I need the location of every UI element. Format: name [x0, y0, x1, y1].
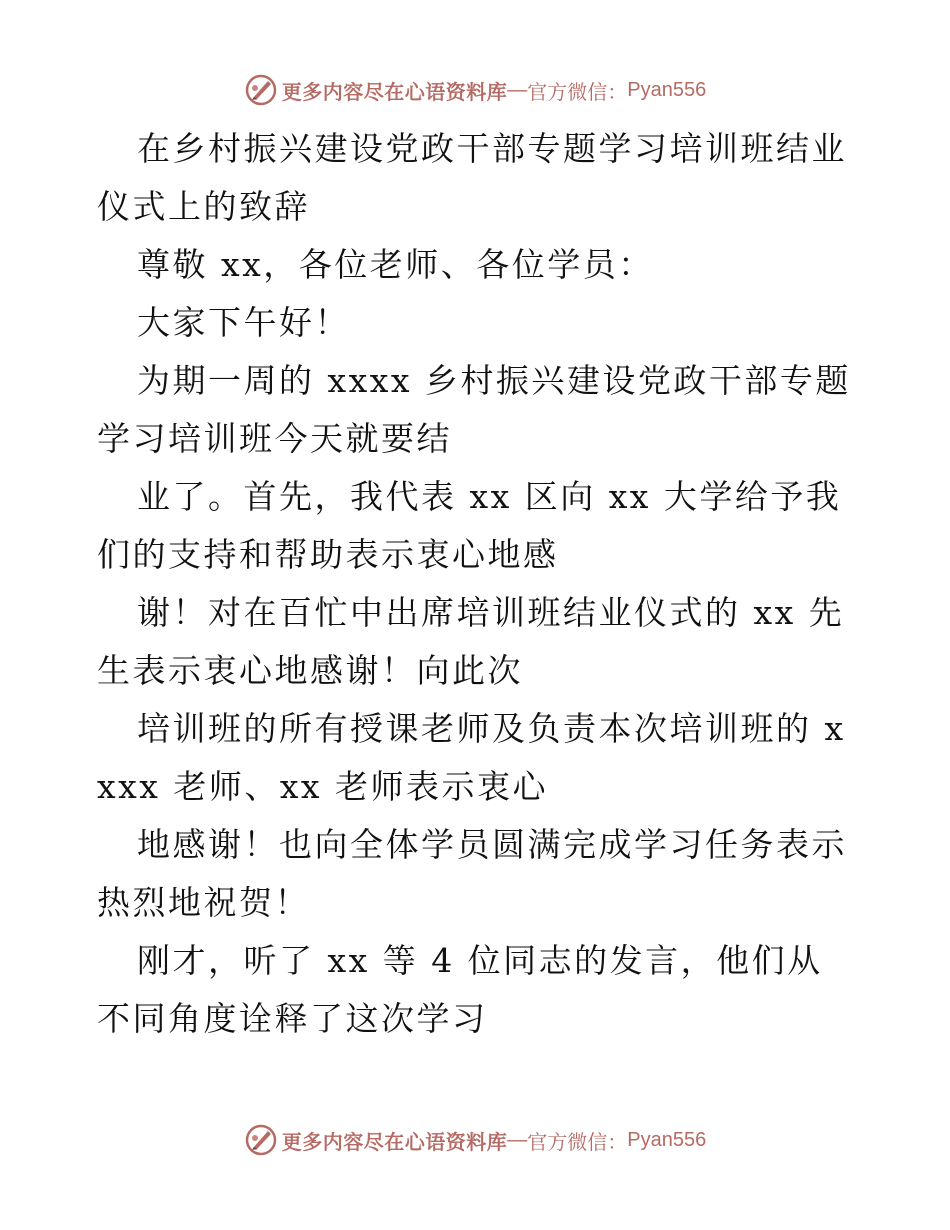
banner-wechat-label: 官方微信： [527, 79, 628, 104]
banner-wechat-id: Pyan556 [627, 1128, 707, 1151]
quill-pen-logo-icon [244, 73, 278, 107]
body-paragraph: 业了。首先，我代表 xx 区向 xx 大学给予我们的支持和帮助表示衷心地感 [97, 477, 842, 574]
body-paragraph: 地感谢！也向全体学员圆满完成学习任务表示热烈地祝贺！ [97, 825, 847, 922]
banner-wechat-label: 官方微信： [527, 1129, 628, 1154]
banner-brand-text: 更多内容尽在心语资料库 [281, 79, 508, 104]
banner-brand-text: 更多内容尽在心语资料库 [281, 1129, 508, 1154]
salutation: 尊敬 xx，各位老师、各位学员： [137, 245, 654, 284]
body-paragraph: 为期一周的 xxxx 乡村振兴建设党政干部专题学习培训班今天就要结 [97, 361, 851, 458]
banner-wechat-id: Pyan556 [627, 78, 707, 101]
quill-pen-logo-icon [244, 1123, 278, 1157]
header-banner [0, 70, 950, 110]
body-paragraph: 培训班的所有授课老师及负责本次培训班的 xxxx 老师、xx 老师表示衷心 [97, 709, 846, 806]
document-body [97, 120, 857, 1048]
banner-separator: — [507, 78, 528, 101]
document-title: 在乡村振兴建设党政干部专题学习培训班结业仪式上的致辞 [97, 129, 847, 226]
body-paragraph: 谢！对在百忙中出席培训班结业仪式的 xx 先生表示衷心地感谢！向此次 [97, 593, 845, 690]
banner-separator: — [507, 1128, 528, 1151]
footer-banner [0, 1120, 950, 1160]
greeting: 大家下午好！ [137, 303, 350, 342]
body-paragraph: 刚才，听了 xx 等 4 位同志的发言，他们从不同角度诠释了这次学习 [97, 941, 823, 1038]
